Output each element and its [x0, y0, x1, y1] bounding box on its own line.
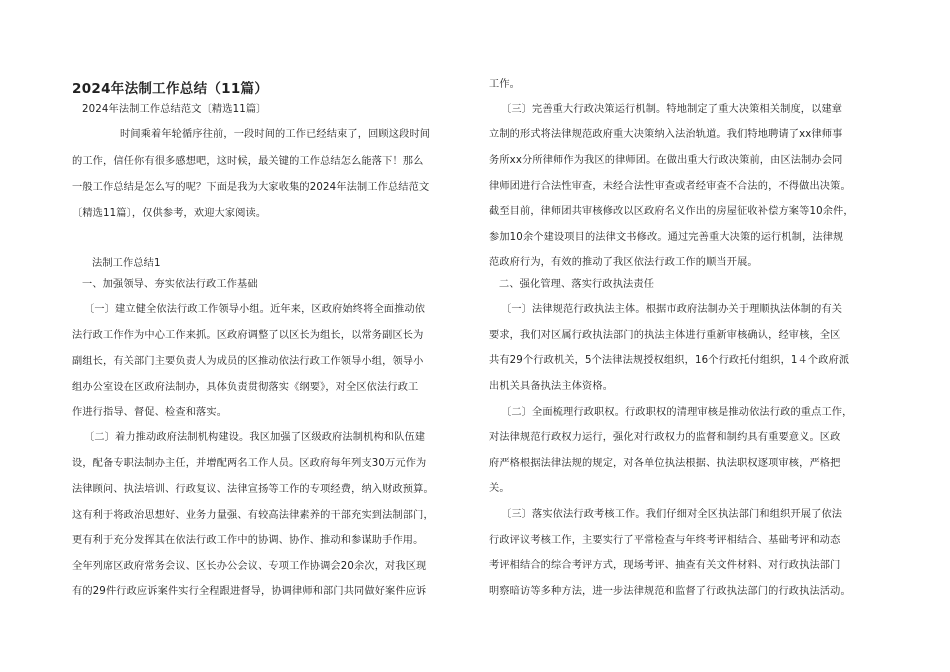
paragraph-line: 律师团进行合法性审查，未经合法性审查或者经审查不合法的，不得做出决策。 [489, 181, 851, 192]
paragraph-line: 关。 [489, 483, 510, 494]
paragraph-line: 组办公室设在区政府法制办，具体负责贯彻落实《纲要》，对全区依法行政工 [72, 382, 419, 393]
paragraph-line: 这有利于将政治思想好、业务力量强、有较高法律素养的干部充实到法制部门， [72, 510, 434, 521]
paragraph-line: 〔一〕法律规范行政执法主体。根据市政府法制办关于理顺执法体制的有关 [501, 304, 843, 315]
paragraph-line: 的工作，信任你有很多感想吧，这时候，最关键的工作总结怎么能落下！那么 [72, 156, 424, 167]
paragraph-line: 作进行指导、督促、检查和落实。 [72, 407, 228, 418]
paragraph-line: 务所xx分所律师作为我区的律师团。在做出重大行政决策前，由区法制办会同 [489, 155, 843, 166]
paragraph-line: 〔二〕着力推动政府法制机构建设。我区加强了区级政府法制机构和队伍建 [84, 432, 426, 443]
section-heading: 法制工作总结1 [92, 258, 161, 269]
paragraph-line: 参加10余个建设项目的法律文书修改。通过完善重大决策的运行机制，法律规 [489, 232, 844, 243]
paragraph-line: 立制的形式将法律规范政府重大决策纳入法治轨道。我们特地聘请了xx律师事 [489, 129, 843, 140]
paragraph-line: 设，配备专职法制办主任，并增配两名工作人员。区政府每年列支30万元作为 [72, 458, 427, 469]
paragraph-line: 〔精选11篇〕，仅供参考，欢迎大家阅读。 [72, 208, 267, 219]
paragraph-line: 对法律规范行政权力运行，强化对行政权力的监督和制约具有重要意义。区政 [489, 432, 841, 443]
paragraph-line: 共有29个行政机关，5个法律法规授权组织，16个行政托付组织，1４个政府派 [489, 355, 850, 366]
paragraph-line: 法行政工作作为中心工作来抓。区政府调整了以区长为组长，以常务副区长为 [72, 330, 424, 341]
paragraph-line: 府严格根据法律法规的规定，对各单位执法根据、执法职权逐项审核，严格把 [489, 458, 841, 469]
paragraph-line: 要求，我们对区属行政执法部门的执法主体进行重新审核确认，经审核，全区 [489, 330, 841, 341]
paragraph-line: 工作。 [489, 79, 521, 90]
paragraph-line: 〔二〕全面梳理行政职权。行政职权的清理审核是推动依法行政的重点工作， [501, 407, 853, 418]
paragraph-line: 更有利于充分发挥其在依法行政工作中的协调、协作、推动和参谋助手作用。 [72, 535, 424, 546]
paragraph-line: 出机关具备执法主体资格。 [489, 381, 614, 392]
paragraph-line: 〔三〕落实依法行政考核工作。我们仔细对全区执法部门和组织开展了依法 [501, 509, 843, 520]
subtitle: 2024年法制工作总结范文〔精选11篇〕 [82, 104, 267, 115]
paragraph-line: 全年列席区政府常务会议、区长办公会议、专项工作协调会20余次，对我区现 [72, 561, 427, 572]
paragraph-line: 法律顾问、执法培训、行政复议、法律宣扬等工作的专项经费，纳入财政预算。 [72, 484, 434, 495]
section-heading: 二、强化管理、落实行政执法责任 [499, 279, 655, 290]
paragraph-line: 副组长，有关部门主要负责人为成员的区推动依法行政工作领导小组，领导小 [72, 356, 424, 367]
paragraph-line: 一般工作总结是怎么写的呢？下面是我为大家收集的2024年法制工作总结范文 [72, 182, 430, 193]
paragraph-line: 明察暗访等多种方法，进一步法律规范和监督了行政执法部门的行政执法活动。 [489, 586, 851, 597]
paragraph-line: 〔三〕完善重大行政决策运行机制。特地制定了重大决策相关制度，以建章 [501, 104, 843, 115]
paragraph-line: 考评相结合的综合考评方式，现场考评、抽查有关文件材料、对行政执法部门 [489, 560, 841, 571]
paragraph-line: 〔一〕建立健全依法行政工作领导小组。近年来，区政府始终将全面推动依 [84, 304, 426, 315]
paragraph-line: 范政府行为，有效的推动了我区依法行政工作的顺当开展。 [489, 257, 758, 268]
paragraph-line: 行政评议考核工作，主要实行了平常检查与年终考评相结合、基础考评和动态 [489, 535, 841, 546]
section-heading: 一、加强领导、夯实依法行政工作基础 [82, 279, 258, 290]
paragraph-line: 时间乘着年轮循序往前，一段时间的工作已经结束了，回顾这段时间 [120, 129, 431, 140]
paragraph-line: 有的29件行政应诉案件实行全程跟进督导，协调律师和部门共同做好案件应诉 [72, 586, 427, 597]
paragraph-line: 截至目前，律师团共审核修改以区政府名义作出的房屋征收补偿方案等10余件， [489, 206, 854, 217]
doc-title: 2024年法制工作总结（11篇） [72, 81, 269, 97]
